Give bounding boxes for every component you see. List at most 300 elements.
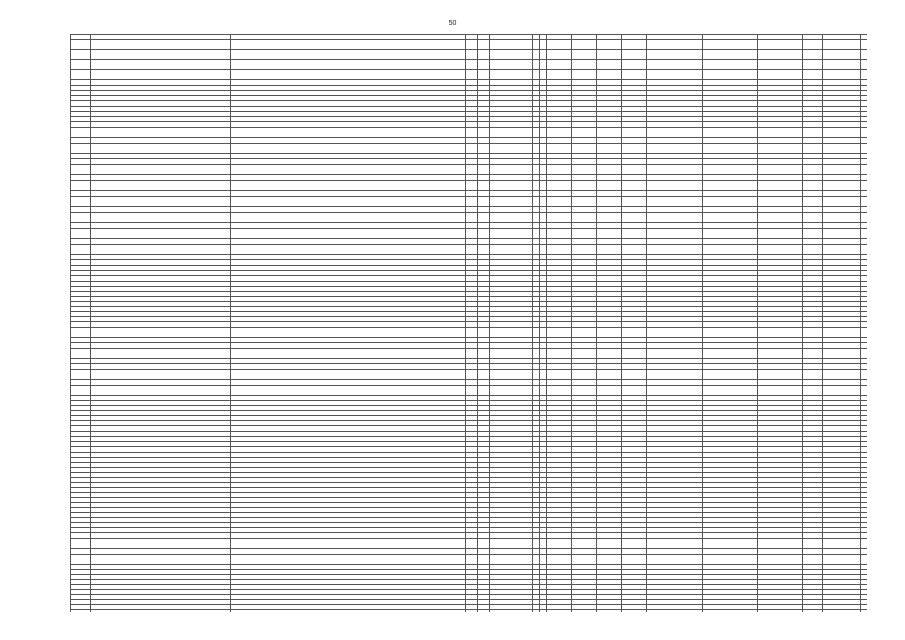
table-cell xyxy=(823,539,861,549)
table-cell xyxy=(823,349,861,359)
table-cell xyxy=(597,539,622,549)
table-cell xyxy=(622,213,647,223)
table-cell xyxy=(231,555,466,565)
table-cell xyxy=(861,213,868,223)
table-cell xyxy=(466,370,478,380)
table-cell xyxy=(647,610,703,613)
table-cell xyxy=(597,370,622,380)
table-cell xyxy=(540,197,547,207)
table-cell xyxy=(703,328,758,338)
table-cell xyxy=(803,50,823,60)
table-cell xyxy=(861,181,868,191)
table-cell xyxy=(703,539,758,549)
table-cell xyxy=(597,229,622,239)
table-cell xyxy=(758,610,803,613)
table-cell xyxy=(71,40,91,50)
table-cell xyxy=(597,555,622,565)
table-cell xyxy=(540,50,547,60)
table-cell xyxy=(466,245,478,255)
table-cell xyxy=(803,128,823,138)
table-cell xyxy=(91,349,231,359)
table-cell xyxy=(490,40,533,50)
table-cell xyxy=(478,370,490,380)
table-cell xyxy=(758,165,803,175)
table-cell xyxy=(823,50,861,60)
table-cell xyxy=(91,50,231,60)
table-cell xyxy=(823,165,861,175)
table-cell xyxy=(572,128,597,138)
table-cell xyxy=(597,181,622,191)
table-cell xyxy=(231,60,466,70)
table-cell xyxy=(540,70,547,80)
table-cell xyxy=(91,181,231,191)
table-cell xyxy=(71,349,91,359)
table-cell xyxy=(478,539,490,549)
table-cell xyxy=(547,539,572,549)
table-cell xyxy=(231,349,466,359)
table-cell xyxy=(622,70,647,80)
table-cell xyxy=(533,197,540,207)
table-cell xyxy=(622,349,647,359)
table-cell xyxy=(540,370,547,380)
table-cell xyxy=(758,539,803,549)
table-cell xyxy=(758,245,803,255)
table-cell xyxy=(622,555,647,565)
table-cell xyxy=(533,165,540,175)
table-cell xyxy=(622,386,647,396)
table-cell xyxy=(758,128,803,138)
table-cell xyxy=(803,213,823,223)
table-cell xyxy=(647,370,703,380)
table-cell xyxy=(91,370,231,380)
table-cell xyxy=(803,245,823,255)
table-cell xyxy=(547,349,572,359)
table-cell xyxy=(547,40,572,50)
table-cell xyxy=(71,60,91,70)
table-cell xyxy=(71,50,91,60)
table-cell xyxy=(466,229,478,239)
table-cell xyxy=(572,181,597,191)
table-cell xyxy=(861,610,868,613)
table-cell xyxy=(861,50,868,60)
table-cell xyxy=(622,60,647,70)
table-cell xyxy=(622,165,647,175)
table-cell xyxy=(91,165,231,175)
table-row xyxy=(71,60,868,70)
table-cell xyxy=(231,40,466,50)
table-cell xyxy=(490,197,533,207)
table-cell xyxy=(547,165,572,175)
table-cell xyxy=(703,165,758,175)
table-cell xyxy=(823,370,861,380)
table-cell xyxy=(861,40,868,50)
table-cell xyxy=(540,539,547,549)
table-cell xyxy=(758,70,803,80)
table-cell xyxy=(647,213,703,223)
table-cell xyxy=(490,213,533,223)
table-cell xyxy=(758,386,803,396)
table-cell xyxy=(803,144,823,154)
table-row xyxy=(71,213,868,223)
table-cell xyxy=(490,128,533,138)
table-cell xyxy=(861,349,868,359)
table-cell xyxy=(540,229,547,239)
table-cell xyxy=(231,165,466,175)
table-cell xyxy=(490,539,533,549)
table-cell xyxy=(647,197,703,207)
table-cell xyxy=(540,165,547,175)
table-cell xyxy=(622,328,647,338)
table-cell xyxy=(231,70,466,80)
table-cell xyxy=(540,328,547,338)
table-cell xyxy=(71,386,91,396)
table-row xyxy=(71,181,868,191)
table-cell xyxy=(597,165,622,175)
table-cell xyxy=(490,370,533,380)
table-cell xyxy=(71,328,91,338)
table-cell xyxy=(647,349,703,359)
table-cell xyxy=(647,245,703,255)
table-row xyxy=(71,539,868,549)
table-cell xyxy=(490,229,533,239)
table-cell xyxy=(478,70,490,80)
table-cell xyxy=(466,165,478,175)
table-cell xyxy=(547,50,572,60)
table-row xyxy=(71,229,868,239)
table-cell xyxy=(861,128,868,138)
table-cell xyxy=(466,539,478,549)
table-cell xyxy=(478,197,490,207)
table-cell xyxy=(91,539,231,549)
table-cell xyxy=(91,245,231,255)
table-cell xyxy=(231,50,466,60)
table-cell xyxy=(803,610,823,613)
table-cell xyxy=(540,60,547,70)
table-cell xyxy=(490,60,533,70)
table-cell xyxy=(622,610,647,613)
table-cell xyxy=(71,70,91,80)
table-cell xyxy=(466,197,478,207)
table-cell xyxy=(803,229,823,239)
table-cell xyxy=(572,40,597,50)
table-row xyxy=(71,70,868,80)
table-row xyxy=(71,128,868,138)
table-cell xyxy=(861,328,868,338)
table-cell xyxy=(622,50,647,60)
table-cell xyxy=(533,245,540,255)
table-cell xyxy=(540,386,547,396)
table-cell xyxy=(597,144,622,154)
table-cell xyxy=(572,229,597,239)
table-cell xyxy=(803,539,823,549)
table-cell xyxy=(231,328,466,338)
table-cell xyxy=(478,50,490,60)
table-cell xyxy=(490,70,533,80)
table-cell xyxy=(703,60,758,70)
table-cell xyxy=(466,50,478,60)
table-cell xyxy=(91,60,231,70)
table-cell xyxy=(231,144,466,154)
table-cell xyxy=(231,213,466,223)
table-cell xyxy=(597,40,622,50)
table-cell xyxy=(71,144,91,154)
table-cell xyxy=(572,610,597,613)
table-cell xyxy=(647,181,703,191)
table-row xyxy=(71,245,868,255)
table-cell xyxy=(547,144,572,154)
table-body xyxy=(71,35,868,613)
table-cell xyxy=(823,555,861,565)
table-cell xyxy=(540,181,547,191)
table-cell xyxy=(231,245,466,255)
table-cell xyxy=(490,165,533,175)
table-cell xyxy=(533,128,540,138)
table-row xyxy=(71,555,868,565)
table-cell xyxy=(540,349,547,359)
page-number: 50 xyxy=(448,20,457,27)
table-cell xyxy=(91,70,231,80)
table-cell xyxy=(478,213,490,223)
table-cell xyxy=(622,128,647,138)
table-cell xyxy=(647,70,703,80)
table-cell xyxy=(91,328,231,338)
table-cell xyxy=(861,70,868,80)
table-cell xyxy=(478,328,490,338)
table-cell xyxy=(823,213,861,223)
table-cell xyxy=(231,181,466,191)
table-cell xyxy=(823,181,861,191)
table-cell xyxy=(703,197,758,207)
table-cell xyxy=(533,144,540,154)
table-cell xyxy=(572,165,597,175)
table-cell xyxy=(231,197,466,207)
table-cell xyxy=(758,213,803,223)
table-cell xyxy=(647,60,703,70)
housing-registry-table xyxy=(70,34,867,612)
table-cell xyxy=(466,349,478,359)
table-cell xyxy=(803,370,823,380)
table-cell xyxy=(703,213,758,223)
table-row xyxy=(71,328,868,338)
table-cell xyxy=(547,370,572,380)
table-cell xyxy=(823,328,861,338)
table-cell xyxy=(572,245,597,255)
table-cell xyxy=(823,60,861,70)
table-cell xyxy=(466,555,478,565)
table-cell xyxy=(533,555,540,565)
table-cell xyxy=(703,555,758,565)
table-cell xyxy=(597,60,622,70)
table-cell xyxy=(466,144,478,154)
table-cell xyxy=(597,128,622,138)
table-cell xyxy=(823,229,861,239)
table-cell xyxy=(540,555,547,565)
table-cell xyxy=(758,50,803,60)
table-cell xyxy=(91,229,231,239)
table-cell xyxy=(572,144,597,154)
table-cell xyxy=(490,386,533,396)
table-cell xyxy=(861,144,868,154)
table-cell xyxy=(533,181,540,191)
table-cell xyxy=(231,229,466,239)
table-cell xyxy=(540,128,547,138)
table-cell xyxy=(758,197,803,207)
table-cell xyxy=(91,128,231,138)
table-cell xyxy=(647,40,703,50)
table-cell xyxy=(572,197,597,207)
table-cell xyxy=(803,181,823,191)
table-cell xyxy=(823,128,861,138)
table-cell xyxy=(758,229,803,239)
table-cell xyxy=(533,370,540,380)
table-cell xyxy=(91,610,231,613)
table-cell xyxy=(547,60,572,70)
table-cell xyxy=(597,349,622,359)
table-cell xyxy=(703,70,758,80)
table-cell xyxy=(540,144,547,154)
table-cell xyxy=(533,349,540,359)
table-cell xyxy=(547,386,572,396)
table-cell xyxy=(758,328,803,338)
table-cell xyxy=(597,328,622,338)
table-cell xyxy=(478,40,490,50)
table-cell xyxy=(758,370,803,380)
table-cell xyxy=(703,245,758,255)
table-cell xyxy=(647,539,703,549)
table-cell xyxy=(597,197,622,207)
table-cell xyxy=(823,40,861,50)
table-cell xyxy=(803,555,823,565)
table-cell xyxy=(823,386,861,396)
table-cell xyxy=(803,40,823,50)
table-cell xyxy=(861,197,868,207)
table-cell xyxy=(861,229,868,239)
table-cell xyxy=(547,328,572,338)
table-cell xyxy=(861,245,868,255)
table-cell xyxy=(823,144,861,154)
table-cell xyxy=(478,128,490,138)
table-cell xyxy=(572,370,597,380)
table-cell xyxy=(71,213,91,223)
table-cell xyxy=(758,349,803,359)
table-cell xyxy=(490,610,533,613)
table-cell xyxy=(647,50,703,60)
table-cell xyxy=(547,70,572,80)
table-cell xyxy=(572,50,597,60)
table-cell xyxy=(533,386,540,396)
table-cell xyxy=(703,370,758,380)
table-row xyxy=(71,144,868,154)
table-cell xyxy=(533,539,540,549)
table-cell xyxy=(803,197,823,207)
table-cell xyxy=(823,70,861,80)
table-row xyxy=(71,370,868,380)
table-cell xyxy=(71,370,91,380)
table-cell xyxy=(71,245,91,255)
table-cell xyxy=(540,245,547,255)
table-cell xyxy=(231,386,466,396)
table-cell xyxy=(231,539,466,549)
table-cell xyxy=(597,70,622,80)
table-cell xyxy=(540,213,547,223)
table-cell xyxy=(803,386,823,396)
table-cell xyxy=(803,60,823,70)
table-cell xyxy=(540,40,547,50)
table-cell xyxy=(478,610,490,613)
table-cell xyxy=(622,245,647,255)
table-cell xyxy=(622,229,647,239)
table-cell xyxy=(466,181,478,191)
table-cell xyxy=(478,245,490,255)
table-cell xyxy=(478,555,490,565)
table-cell xyxy=(622,144,647,154)
table-cell xyxy=(478,181,490,191)
table-cell xyxy=(91,40,231,50)
table-cell xyxy=(71,610,91,613)
table-cell xyxy=(478,229,490,239)
table-row xyxy=(71,165,868,175)
table-cell xyxy=(572,555,597,565)
table-cell xyxy=(861,370,868,380)
table-cell xyxy=(572,328,597,338)
table-cell xyxy=(823,197,861,207)
table-cell xyxy=(703,40,758,50)
table-cell xyxy=(597,386,622,396)
table-cell xyxy=(490,349,533,359)
table-cell xyxy=(622,181,647,191)
table-cell xyxy=(478,386,490,396)
table-cell xyxy=(622,40,647,50)
table-cell xyxy=(803,70,823,80)
table-cell xyxy=(231,610,466,613)
table-row xyxy=(71,610,868,613)
table-cell xyxy=(91,555,231,565)
table-cell xyxy=(547,245,572,255)
table-cell xyxy=(91,386,231,396)
table-cell xyxy=(533,40,540,50)
table-cell xyxy=(540,610,547,613)
table-cell xyxy=(466,610,478,613)
table-cell xyxy=(597,50,622,60)
table-cell xyxy=(823,245,861,255)
table-cell xyxy=(758,144,803,154)
table-cell xyxy=(466,70,478,80)
table-cell xyxy=(547,229,572,239)
table-cell xyxy=(572,349,597,359)
table-cell xyxy=(466,386,478,396)
table-cell xyxy=(490,50,533,60)
table-cell xyxy=(478,144,490,154)
table-cell xyxy=(71,229,91,239)
table-cell xyxy=(572,60,597,70)
table-cell xyxy=(861,539,868,549)
table-cell xyxy=(533,70,540,80)
table-cell xyxy=(71,165,91,175)
table-cell xyxy=(490,328,533,338)
table-cell xyxy=(547,181,572,191)
table-cell xyxy=(91,213,231,223)
table-cell xyxy=(91,197,231,207)
table-cell xyxy=(758,555,803,565)
table-cell xyxy=(547,610,572,613)
table-cell xyxy=(703,144,758,154)
table-cell xyxy=(466,40,478,50)
table-cell xyxy=(71,539,91,549)
table-cell xyxy=(533,50,540,60)
table-cell xyxy=(597,245,622,255)
table-cell xyxy=(547,555,572,565)
table-cell xyxy=(490,144,533,154)
